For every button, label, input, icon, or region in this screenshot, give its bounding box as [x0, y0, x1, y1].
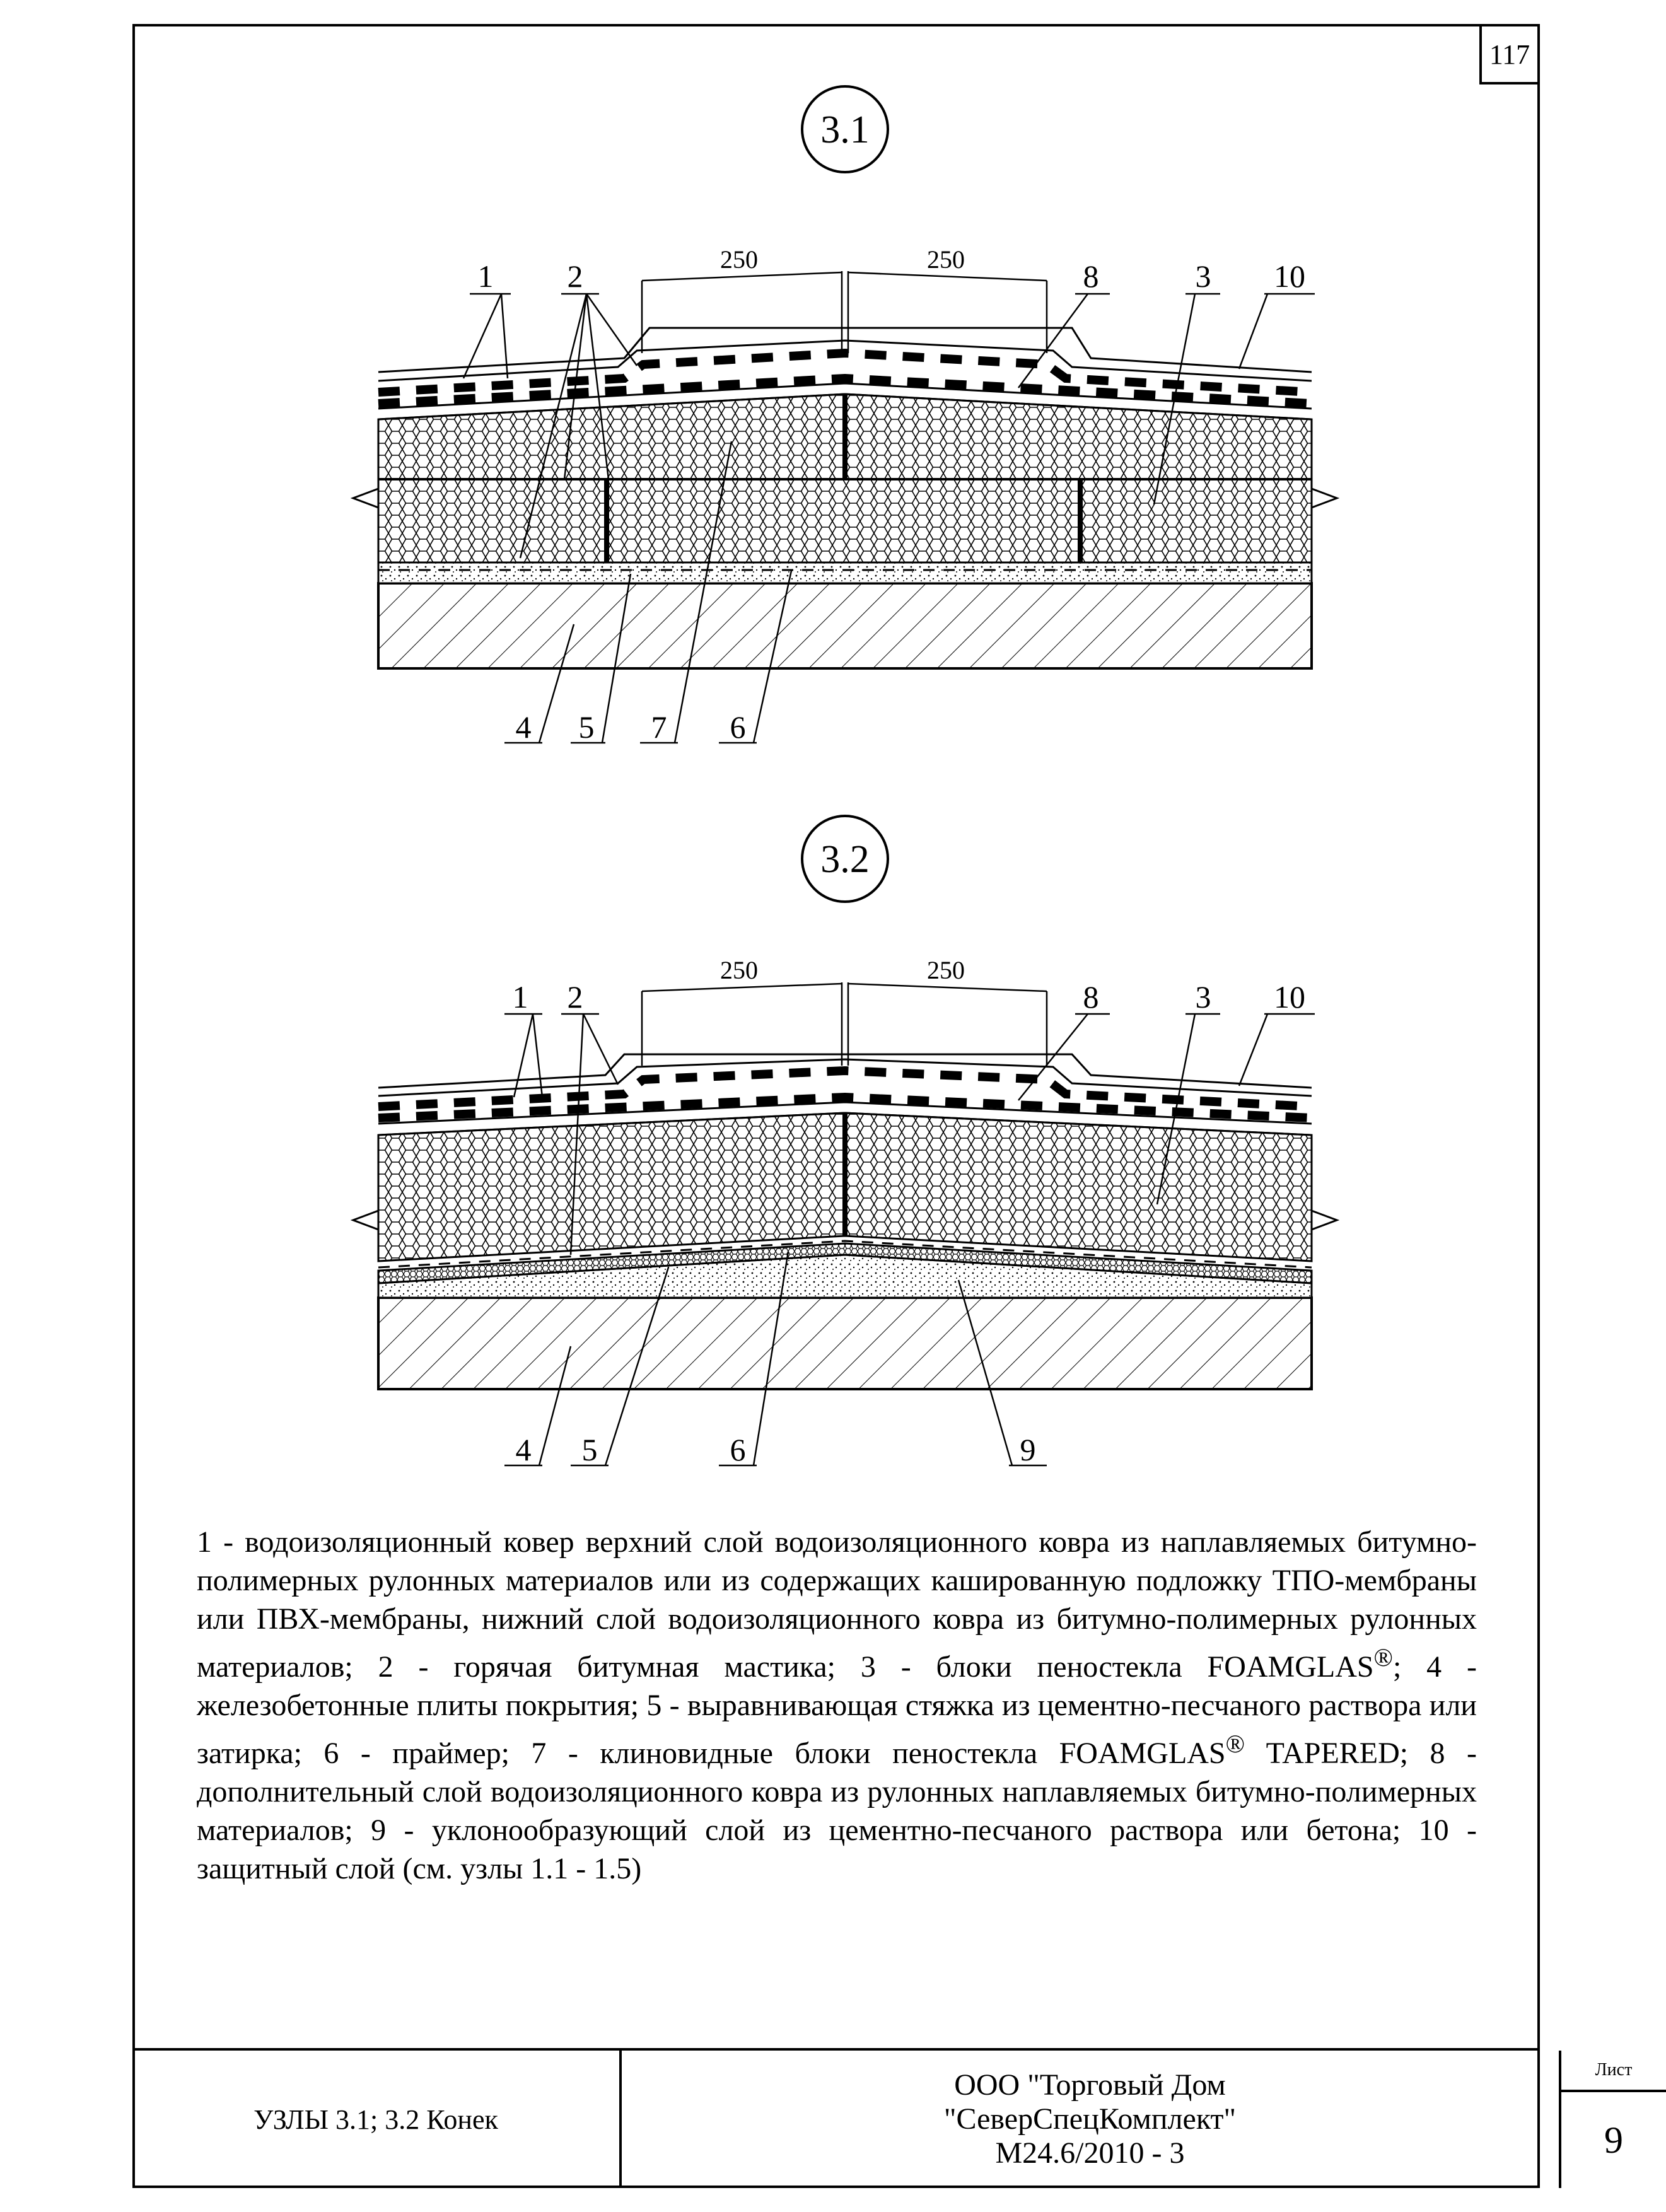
company-line-1: ООО "Торговый Дом — [954, 2068, 1226, 2102]
slope-layer — [378, 1255, 1312, 1298]
registered-mark: ® — [1373, 1643, 1393, 1672]
callout-4: 4 — [515, 709, 532, 745]
callout-2: 2 — [567, 259, 583, 294]
dimension-right: 250 — [927, 956, 965, 984]
detail-id-3-2: 3.2 — [820, 838, 870, 881]
callout-1: 1 — [512, 979, 528, 1015]
legend-text-1: 1 - водоизоляционный ковер верхний слой водоизоляционного ковра из наплавляемых битумно-полимерных рулонных материалов или из содержащих кашированную подложку ТПО-мембраны или ПВХ-мембраны, нижний слой водоизоляционного ковра из битумно-полимерных рулонных материалов; 2 - горячая битумная мастика; 3 - блоки пеностекла FOAMGLAS — [197, 1525, 1477, 1684]
concrete-slab — [378, 1298, 1312, 1389]
callout-5: 5 — [581, 1432, 598, 1467]
callout-1: 1 — [477, 259, 494, 294]
callout-10: 10 — [1274, 979, 1305, 1015]
registered-mark: ® — [1225, 1730, 1245, 1758]
dimension-left: 250 — [720, 245, 758, 274]
callout-6: 6 — [730, 709, 746, 745]
callout-8: 8 — [1083, 259, 1099, 294]
legend-text-3: TAPERED; 8 - дополнительный слой водоизоляционного ковра из рулонных наплавляемых битумно-полимерных материалов; 9 - уклонообразующий слой из цементно-песчаного раствора или бетона; 10 - защитный слой (см. узлы 1.1 - 1.5) — [197, 1737, 1477, 1885]
dimension-right: 250 — [927, 245, 965, 274]
leveling-screed — [378, 562, 1312, 583]
legend-text-2: ; 4 - железобетонные плиты покрытия; 5 - выравнивающая стяжка из цементно-песчаного раствора или затирка; 6 - праймер; 7 - клиновидные блоки пеностекла FOAMGLAS — [197, 1650, 1477, 1770]
document-code: М24.6/2010 - 3 — [995, 2136, 1185, 2170]
callout-9: 9 — [1020, 1432, 1036, 1467]
callout-7: 7 — [651, 709, 667, 745]
callout-6: 6 — [730, 1432, 746, 1467]
callout-5: 5 — [578, 709, 595, 745]
sheet-label: Лист — [1561, 2051, 1666, 2092]
page-number: 117 — [1479, 24, 1540, 84]
callout-2: 2 — [567, 979, 583, 1015]
callout-3: 3 — [1195, 259, 1211, 294]
legend — [197, 1523, 1477, 1888]
detail-id-3-1: 3.1 — [820, 108, 870, 151]
concrete-slab — [378, 583, 1312, 668]
foamglas-blocks — [378, 479, 1312, 562]
callout-10: 10 — [1274, 259, 1305, 294]
company-line-2: "СеверСпецКомплект" — [943, 2102, 1237, 2136]
sheet-number: 9 — [1604, 2119, 1623, 2161]
callout-3: 3 — [1195, 979, 1211, 1015]
sheet-cell — [1559, 2051, 1666, 2188]
detail-3-2 — [353, 816, 1337, 1467]
callout-8: 8 — [1083, 979, 1099, 1015]
company-info — [622, 2051, 1558, 2188]
dimension-left: 250 — [720, 956, 758, 984]
callout-4: 4 — [515, 1432, 532, 1467]
detail-3-1 — [353, 86, 1337, 745]
drawing-name: УЗЛЫ 3.1; 3.2 Конек — [132, 2051, 622, 2188]
title-block — [132, 2048, 1633, 2188]
